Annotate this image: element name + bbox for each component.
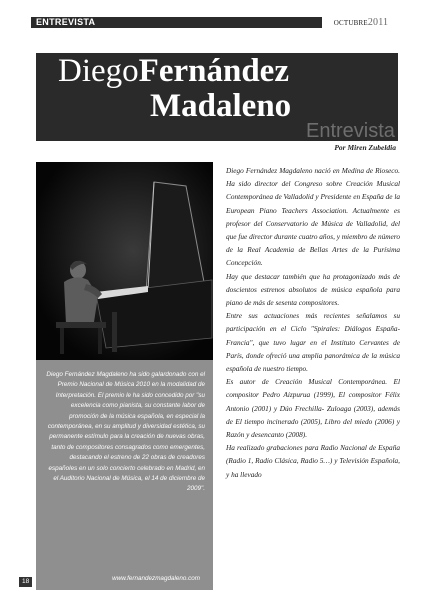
section-label: ENTREVISTA [36,17,96,27]
article-paragraph: Diego Fernández Magdaleno nació en Medina de Rioseco. Ha sido director del Congreso sobre Creación Musical Contemporánea de Valladolid y Presidente en España de la European Piano Teachers Association. Actualmente es profesor del Conservatorio de Música de Valladolid, del que fue director durante cuatro años, y miembro de número de la Real Academia de Bellas Artes de la Purísima Concepción. [226,166,401,268]
article-body [226,164,400,481]
pianist-at-grand-piano-icon [36,162,213,360]
article-paragraph: Ha realizado grabaciones para Radio Nacional de España (Radio 1, Radio Clásica, Radio 5…) y Televisión Española, y ha llevado [226,443,400,479]
title-last-name-2: Madaleno [150,88,292,124]
pianist-photo [36,162,213,360]
issue-date [322,17,400,28]
title-last-name-1: Fernández [138,53,289,89]
byline: Por Miren Zubeldia [334,143,396,152]
photo-caption: Diego Fernández Magdaleno ha sido galardonado con el Premio Nacional de Música 2010 en la modalidad de Interpretación. El premio le ha sido concedido por "su excelencia como pianista, su constante labor de promoción de la música española, en especial la contemporánea, en su amplitud y diversidad estética, su permanente estímulo para la creación de nuevas obras, tanto de compositores consagrados como emergentes, destacando el estreno de 22 obras de creadores españoles en un solo concierto celebrado en Madrid, en el Auditorio Nacional de Música, el 14 de diciembre de 2009". [46,371,205,493]
page-number: 18 [19,577,32,587]
issue-month: OCTUBRE [333,19,368,27]
article-paragraph: Entre sus actuaciones más recientes señalamos su participación en el Ciclo "Spirales: Diálogos España-Francia", que tuvo lugar en el Instituto Cervantes de París, donde ofreció una amplia panorámica de la música española de nuestro tiempo. [226,311,400,374]
article-paragraph: Hay que destacar también que ha protagonizado más de doscientos estrenos absolutos de música española para piano de más de sesenta compositores. [226,271,400,308]
issue-year: 2011 [367,17,389,28]
section-watermark: Entrevista [306,120,395,142]
title-first-name: Diego [58,53,139,89]
website-link[interactable]: www.fernandezmagdaleno.com [112,575,200,582]
article-paragraph: Es autor de Creación Musical Contemporánea. El compositor Pedro Aizpurua (1999), El compositor Félix Antonio (2001) y Dúo Frechilla- Zuloaga (2003), además de El tiempo incinerado (2005), Libro del miedo (2006) y Razón y desencanto (2008). [226,377,400,440]
title-line-1 [58,53,289,89]
photo-caption-box [36,360,213,590]
